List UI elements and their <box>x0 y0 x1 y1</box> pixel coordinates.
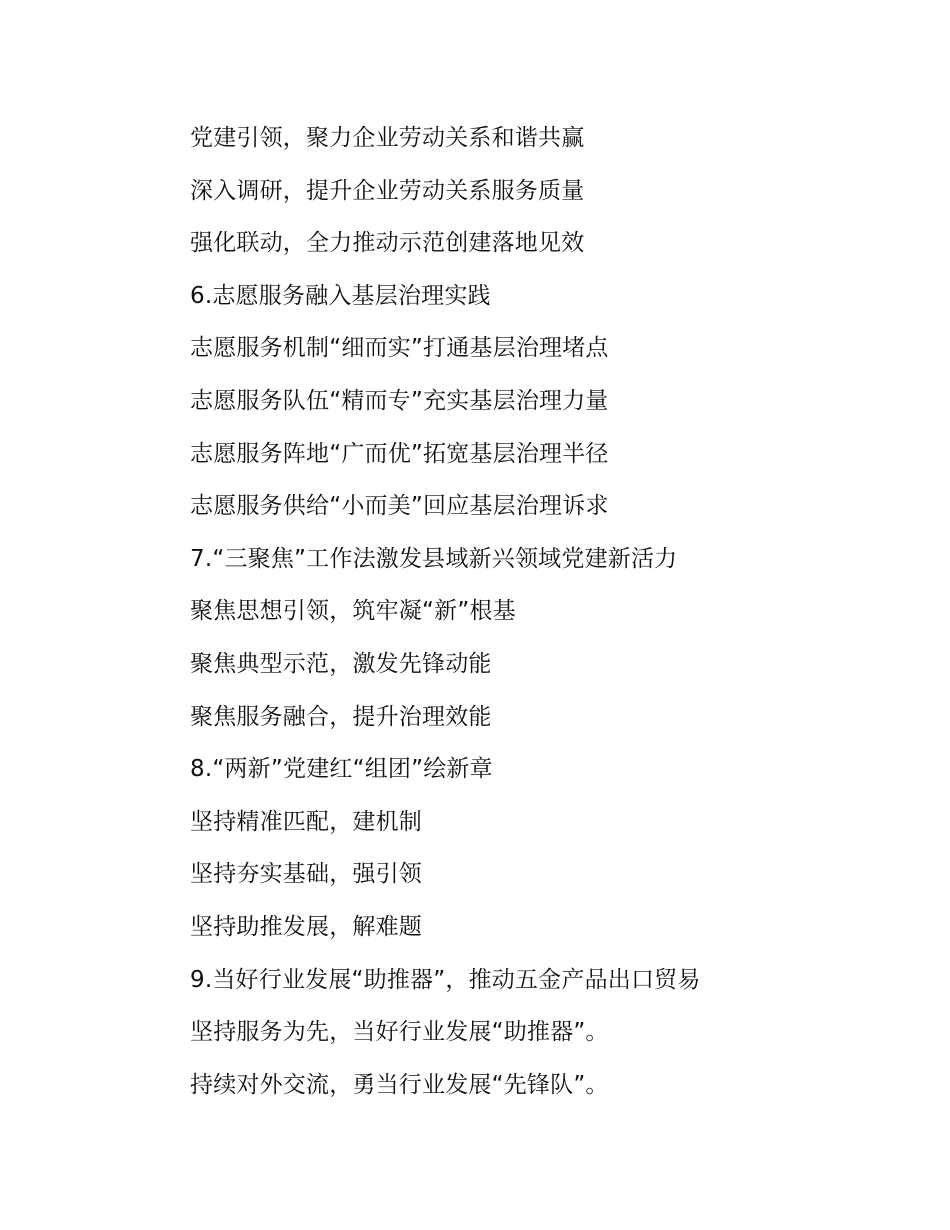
section-heading: 9.当好行业发展“助推器”，推动五金产品出口贸易 <box>190 966 701 993</box>
subheading-line: 志愿服务机制“细而实”打通基层治理堵点 <box>190 335 609 362</box>
subheading-line: 志愿服务阵地“广而优”拓宽基层治理半径 <box>190 440 609 467</box>
subheading-line: 持续对外交流，勇当行业发展“先锋队”。 <box>190 1071 609 1098</box>
subheading-line: 坚持精准匹配，建机制 <box>190 808 422 835</box>
subheading-line: 坚持助推发展，解难题 <box>190 913 422 940</box>
subheading-line: 党建引领，聚力企业劳动关系和谐共赢 <box>190 125 585 151</box>
subheading-line: 志愿服务队伍“精而专”充实基层治理力量 <box>190 387 609 414</box>
subheading-line: 深入调研，提升企业劳动关系服务质量 <box>190 177 585 204</box>
subheading-line: 聚焦典型示范，激发先锋动能 <box>190 650 492 677</box>
section-heading: 8.“两新”党建红“组团”绘新章 <box>190 756 493 783</box>
subheading-line: 聚焦思想引领，筑牢凝“新”根基 <box>190 598 516 625</box>
section-heading: 6.志愿服务融入基层治理实践 <box>190 282 491 309</box>
subheading-line: 坚持服务为先，当好行业发展“助推器”。 <box>190 1019 609 1046</box>
section-heading: 7.“三聚焦”工作法激发县域新兴领域党建新活力 <box>190 545 678 572</box>
subheading-line: 聚焦服务融合，提升治理效能 <box>190 703 492 730</box>
subheading-line: 坚持夯实基础，强引领 <box>190 861 422 888</box>
document-body <box>190 112 890 1111</box>
subheading-line: 强化联动，全力推动示范创建落地见效 <box>190 230 585 257</box>
subheading-line: 志愿服务供给“小而美”回应基层治理诉求 <box>190 493 609 520</box>
